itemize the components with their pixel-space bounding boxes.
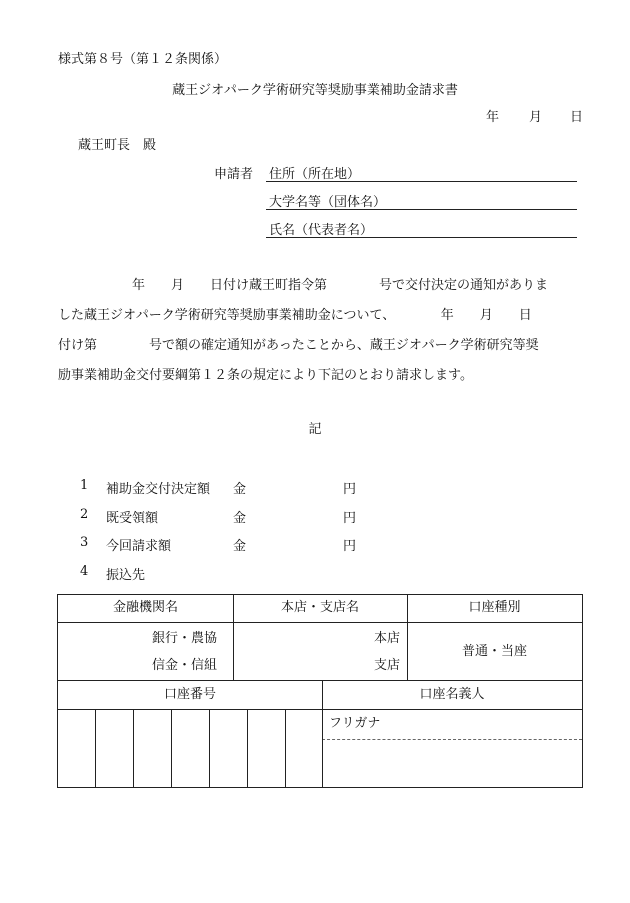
body-line-1: 年 月 日付け蔵王町指令第 号で交付決定の通知がありま <box>132 278 549 293</box>
bank-type-option: 信金・信組 <box>152 658 218 673</box>
item-label: 振込先 <box>106 568 146 583</box>
recipient: 蔵王町長 殿 <box>78 138 157 153</box>
digit-cell-rule <box>171 709 172 787</box>
address-underline <box>266 181 577 182</box>
digit-cell-rule <box>133 709 134 787</box>
body-line-4: 励事業補助金交付要綱第１２条の規定により下記のとおり請求します。 <box>58 368 473 383</box>
form-title: 蔵王ジオパーク学術研究等奨励事業補助金請求書 <box>172 83 458 98</box>
form-number: 様式第８号（第１２条関係） <box>58 52 228 67</box>
item-label: 補助金交付決定額 <box>106 482 211 497</box>
item-kin: 金 <box>233 511 247 526</box>
name-underline <box>266 237 577 238</box>
account-type-header: 口座種別 <box>468 600 521 615</box>
body-line-3: 付け第 号で額の確定通知があったことから、蔵王ジオパーク学術研究等奨 <box>58 338 539 353</box>
address-field-label: 住所（所在地） <box>269 167 361 182</box>
item-label: 既受領額 <box>106 511 159 526</box>
item-kin: 金 <box>233 539 247 554</box>
bank-type-option: 銀行・農協 <box>152 631 218 646</box>
furigana-dashed-rule <box>322 739 582 740</box>
bank-name-header: 金融機関名 <box>112 600 178 615</box>
branch-type-option: 支店 <box>374 658 401 673</box>
date-day-label: 日 <box>570 110 584 125</box>
item-number: 1 <box>80 478 89 493</box>
date-year-label: 年 <box>486 110 500 125</box>
item-number: 2 <box>80 507 89 522</box>
table-rule <box>58 709 582 710</box>
bank-transfer-table <box>57 594 583 788</box>
item-row <box>68 564 588 583</box>
university-underline <box>266 209 577 210</box>
applicant-label: 申請者 <box>214 167 254 182</box>
university-field-label: 大学名等（団体名） <box>269 195 387 210</box>
digit-cell-rule <box>95 709 96 787</box>
ki-heading: 記 <box>308 422 322 437</box>
digit-cell-rule <box>285 709 286 787</box>
table-rule <box>58 622 582 623</box>
date-month-label: 月 <box>529 110 543 125</box>
account-number-header: 口座番号 <box>163 687 216 702</box>
digit-cell-rule <box>209 709 210 787</box>
item-kin: 金 <box>233 482 247 497</box>
item-yen: 円 <box>343 539 357 554</box>
branch-type-option: 本店 <box>374 631 401 646</box>
item-number: 3 <box>80 535 89 550</box>
table-rule <box>58 680 582 681</box>
item-yen: 円 <box>343 511 357 526</box>
account-type-value: 普通・当座 <box>461 644 527 659</box>
body-line-2: した蔵王ジオパーク学術研究等奨励事業補助金について、 年 月 日 <box>58 308 532 323</box>
digit-cell-rule <box>247 709 248 787</box>
item-label: 今回請求額 <box>106 539 172 554</box>
item-row <box>68 535 588 554</box>
item-yen: 円 <box>343 482 357 497</box>
furigana-label: フリガナ <box>329 716 381 731</box>
item-row <box>68 478 588 497</box>
account-holder-header: 口座名義人 <box>419 687 485 702</box>
name-field-label: 氏名（代表者名） <box>269 223 374 238</box>
item-number: 4 <box>80 564 89 579</box>
item-row <box>68 507 588 526</box>
branch-name-header: 本店・支店名 <box>280 600 359 615</box>
